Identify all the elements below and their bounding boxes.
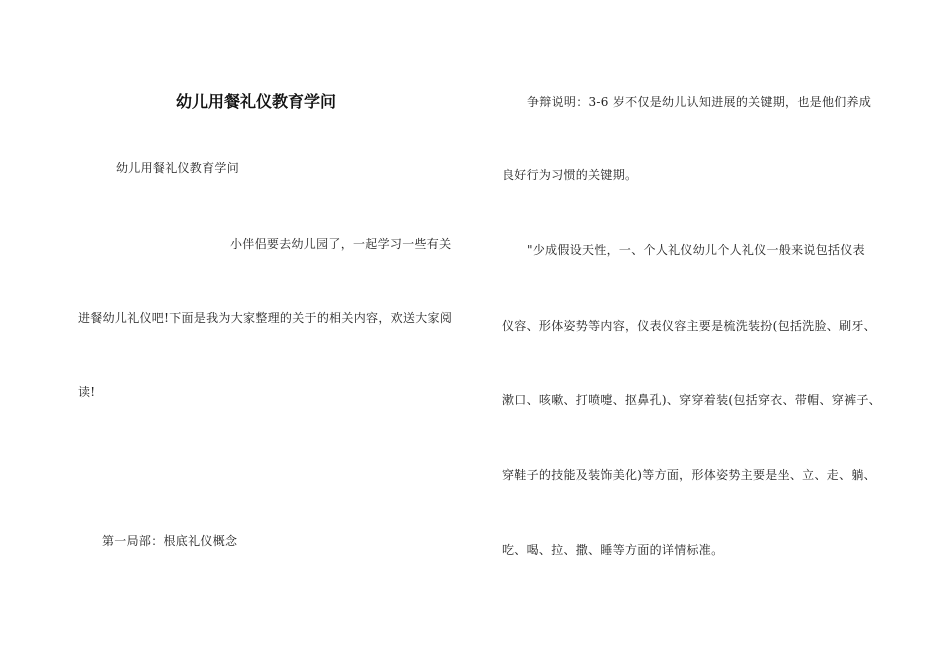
- intro-paragraph-line: 小伴侣要去幼儿园了，一起学习一些有关: [230, 237, 452, 251]
- intro-paragraph-line: 进餐幼儿礼仪吧!下面是我为大家整理的关于的相关内容，欢送大家阅: [78, 311, 453, 325]
- body-paragraph-line: 良好行为习惯的关键期。: [502, 168, 638, 182]
- intro-paragraph-line: 读!: [78, 385, 96, 399]
- body-paragraph-line: 漱口、咳嗽、打喷嚏、抠鼻孔)、穿穿着装(包括穿衣、带帽、穿裤子、: [502, 393, 881, 407]
- body-paragraph-line: 争辩说明：3-6 岁不仅是幼儿认知进展的关键期，也是他们养成: [527, 95, 872, 109]
- body-paragraph-line: 穿鞋子的技能及装饰美化)等方面，形体姿势主要是坐、立、走、躺、: [502, 468, 876, 482]
- body-paragraph-line: 吃、喝、拉、撒、睡等方面的详情标准。: [502, 543, 724, 557]
- document-title: 幼儿用餐礼仪教育学问: [176, 92, 337, 111]
- body-paragraph-line: "少成假设天性，一、个人礼仪幼儿个人礼仪一般来说包括仪表: [527, 243, 865, 257]
- body-paragraph-line: 仪容、形体姿势等内容，仪表仪容主要是梳洗装扮(包括洗脸、刷牙、: [502, 319, 876, 333]
- section-heading: 第一局部：根底礼仪概念: [102, 534, 238, 548]
- document-subtitle: 幼儿用餐礼仪教育学问: [116, 161, 240, 175]
